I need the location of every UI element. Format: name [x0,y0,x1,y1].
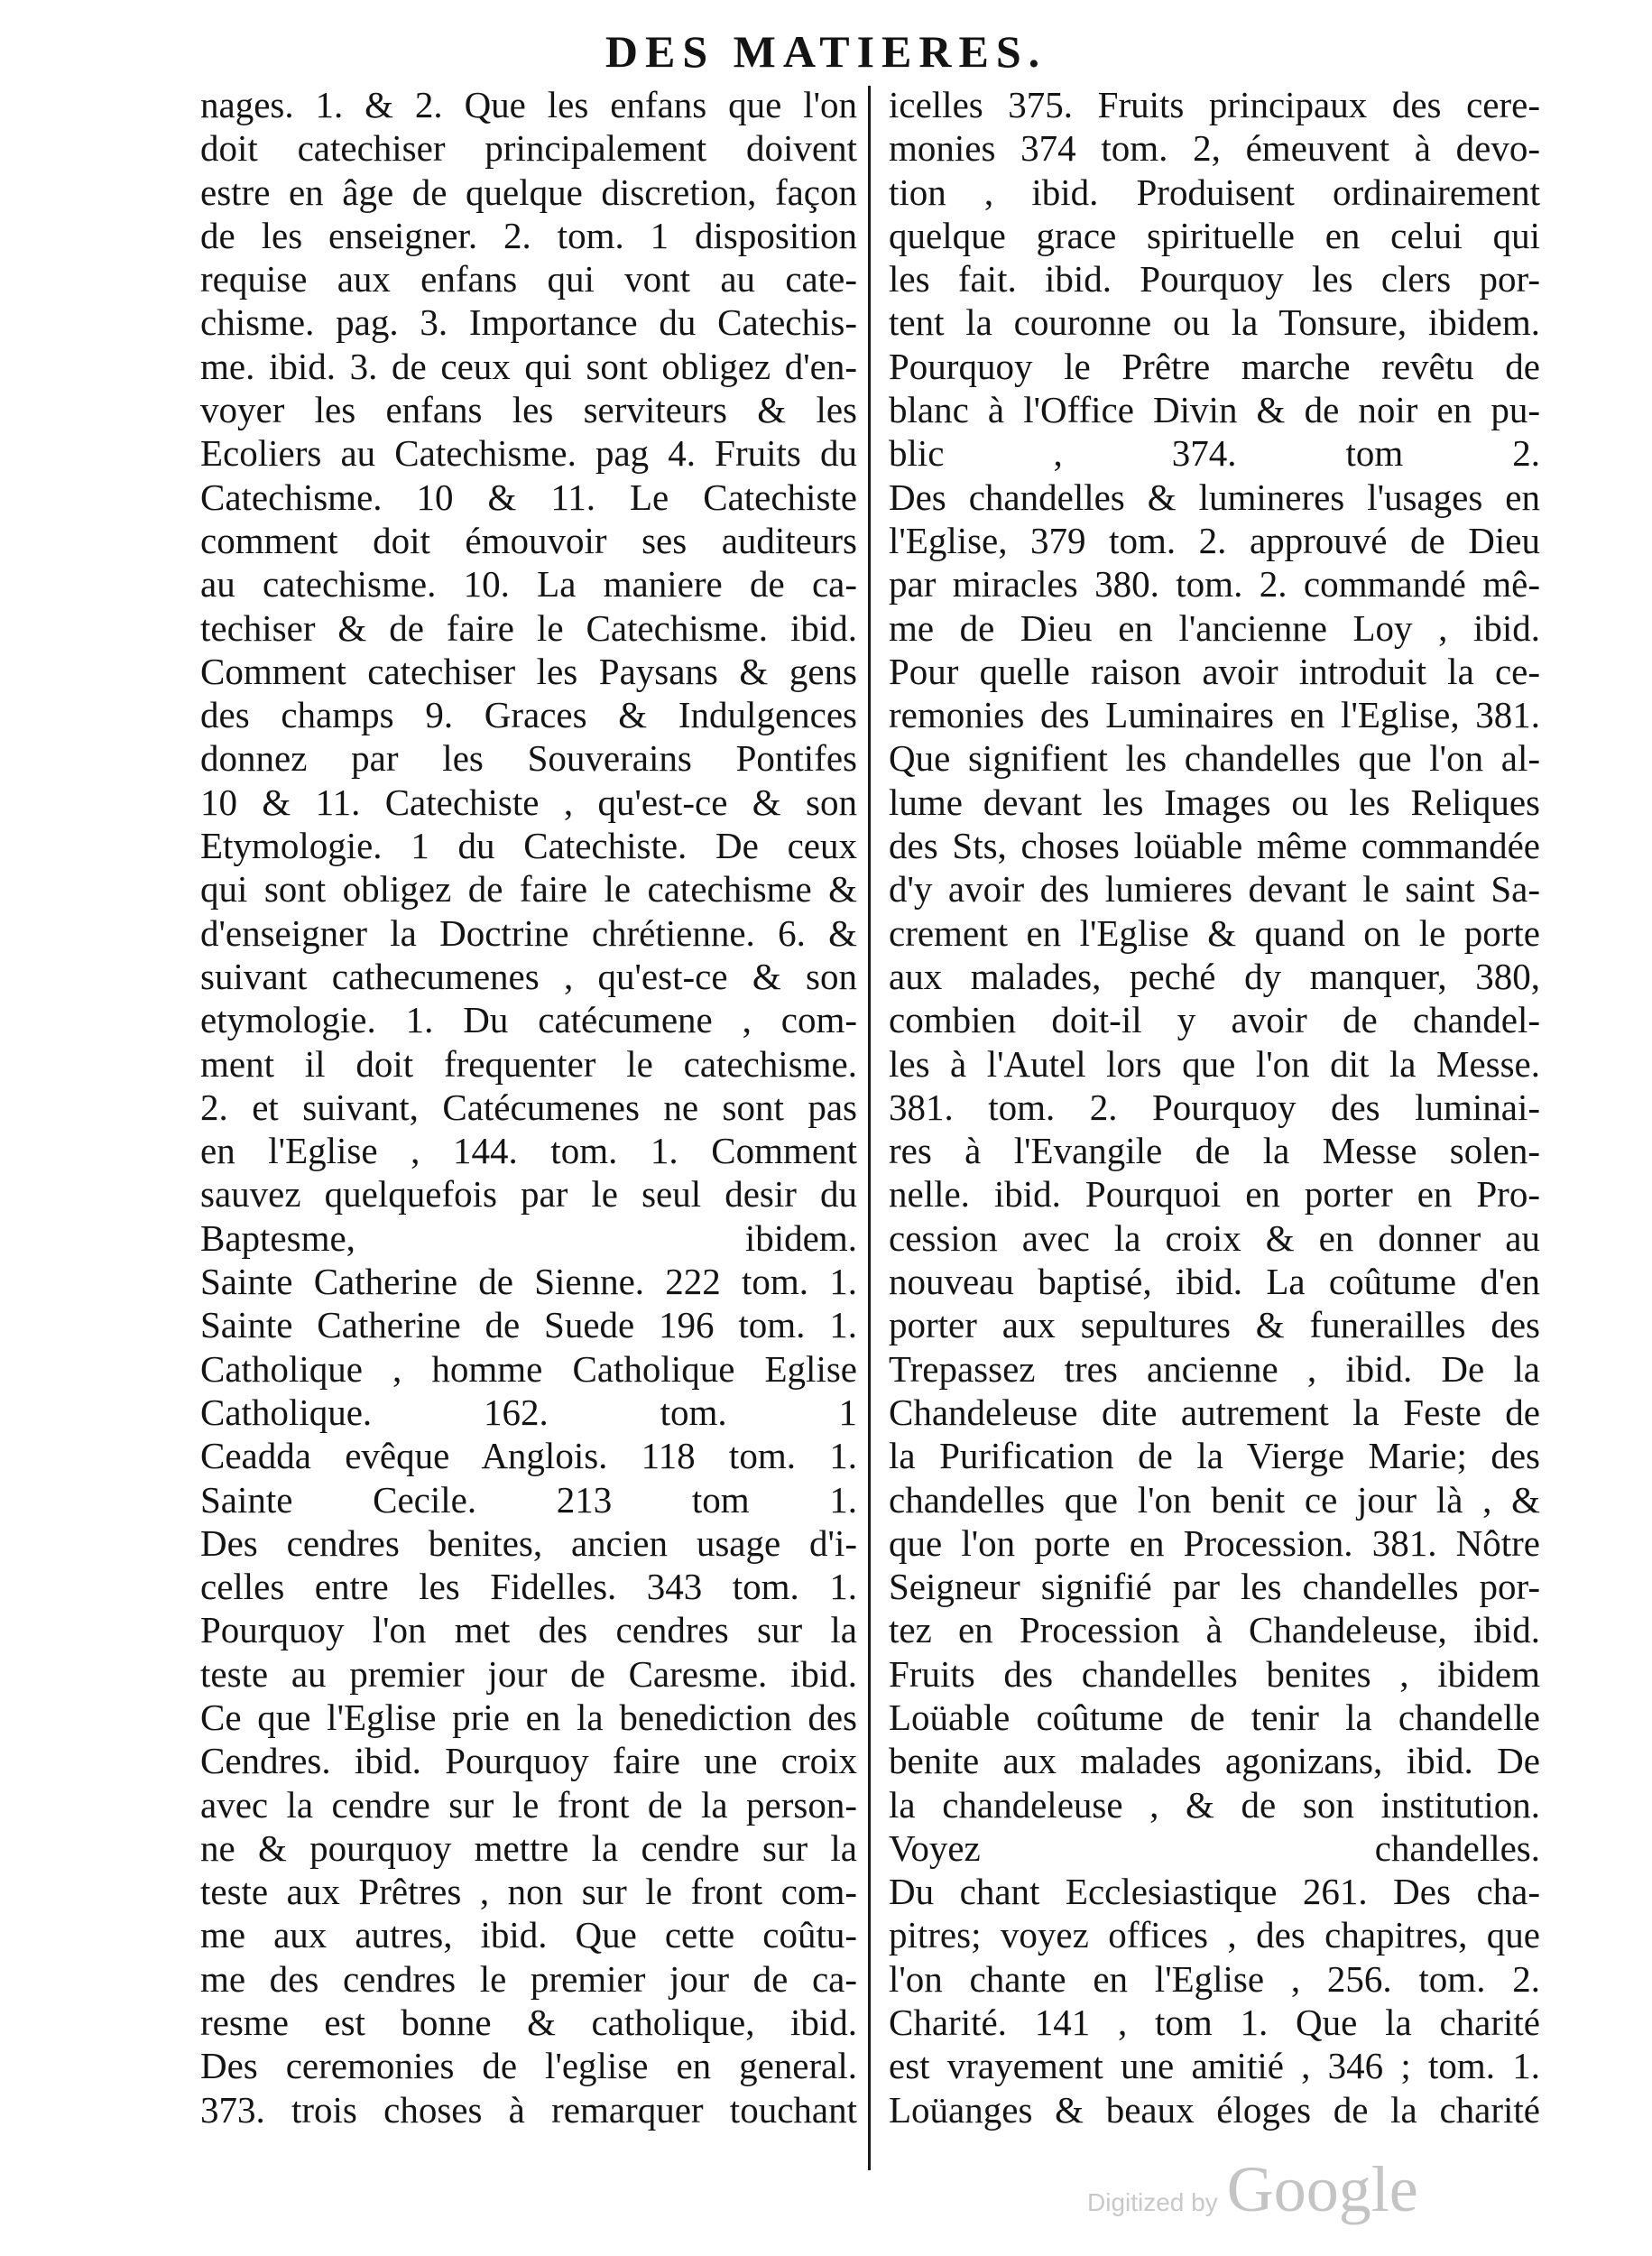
text-line: que l'on porte en Procession. 381. Nôtre [889,1521,1540,1564]
text-line: Loüable coûtume de tenir la chandelle [889,1696,1540,1738]
text-line: 10 & 11. Catechiste , qu'est-ce & son [200,781,857,823]
text-line: Voyez chandelles. [889,1826,1540,1869]
text-line: avec la cendre sur le front de la person- [200,1783,857,1826]
google-logo: Google [1226,2153,1418,2225]
text-line: 2. et suivant, Catécumenes ne sont pas [200,1086,857,1128]
column-divider [868,86,871,2170]
text-line: les fait. ibid. Pourquoy les clers por- [889,258,1540,300]
text-line: Fruits des chandelles benites , ibidem [889,1652,1540,1695]
text-line: tez en Procession à Chandeleuse, ibid. [889,1609,1540,1651]
text-line: ne & pourquoy mettre la cendre sur la [200,1826,857,1869]
text-line: me des cendres le premier jour de ca- [200,1957,857,2000]
text-line: Des ceremonies de l'eglise en general. [200,2045,857,2087]
text-line: Ce que l'Eglise prie en la benediction des [200,1696,857,1738]
text-line: Catechisme. 10 & 11. Le Catechiste [200,476,857,518]
text-line: de les enseigner. 2. tom. 1 disposition [200,214,857,256]
text-line: Catholique. 162. tom. 1 [200,1391,857,1433]
text-line: Sainte Cecile. 213 tom 1. [200,1478,857,1521]
text-line: Cendres. ibid. Pourquoy faire une croix [200,1740,857,1782]
text-line: les à l'Autel lors que l'on dit la Messe. [889,1042,1540,1085]
text-line: au catechisme. 10. La maniere de ca- [200,563,857,606]
text-line: Sainte Catherine de Suede 196 tom. 1. [200,1304,857,1346]
text-line: Baptesme, ibidem. [200,1216,857,1259]
text-line: blanc à l'Office Divin & de noir en pu- [889,389,1540,431]
text-line: d'y avoir des lumieres devant le saint Sa- [889,868,1540,911]
text-line: comment doit émouvoir ses auditeurs [200,519,857,561]
text-line: d'enseigner la Doctrine chrétienne. 6. & [200,911,857,954]
text-line: requise aux enfans qui vont au cate- [200,258,857,300]
text-line: 373. trois choses à remarquer touchant [200,2088,857,2131]
text-line: porter aux sepultures & funerailles des [889,1304,1540,1346]
text-line: celles entre les Fidelles. 343 tom. 1. [200,1566,857,1608]
text-line: teste au premier jour de Caresme. ibid. [200,1652,857,1695]
text-line: ment il doit frequenter le catechisme. [200,1042,857,1085]
text-line: chandelles que l'on benit ce jour là , & [889,1478,1540,1521]
text-line: icelles 375. Fruits principaux des cere- [889,84,1540,125]
text-line: combien doit-il y avoir de chandel- [889,999,1540,1041]
text-line: des champs 9. Graces & Indulgences [200,694,857,736]
left-column [200,83,857,2131]
text-line: Des chandelles & lumineres l'usages en [889,476,1540,518]
text-line: Comment catechiser les Paysans & gens [200,650,857,692]
text-line: sauvez quelquefois par le seul desir du [200,1173,857,1216]
text-line: cession avec la croix & en donner au [889,1216,1540,1259]
text-line: remonies des Luminaires en l'Eglise, 381. [889,694,1540,736]
text-line: blic , 374. tom 2. [889,432,1540,475]
text-line: en l'Eglise , 144. tom. 1. Comment [200,1130,857,1172]
watermark-small-text: Digitized by [1087,2188,1218,2216]
text-line: doit catechiser principalement doivent [200,127,857,170]
text-line: Ecoliers au Catechisme. pag 4. Fruits du [200,432,857,475]
text-line: est vrayement une amitié , 346 ; tom. 1. [889,2045,1540,2087]
text-line: estre en âge de quelque discretion, façon [200,171,857,213]
text-line: par miracles 380. tom. 2. commandé mê- [889,563,1540,606]
text-line: Pourquoy le Prêtre marche revêtu de [889,345,1540,387]
text-line: la Purification de la Vierge Marie; des [889,1435,1540,1477]
text-line: me de Dieu en l'ancienne Loy , ibid. [889,606,1540,649]
text-line: resme est bonne & catholique, ibid. [200,2002,857,2044]
text-line: Pour quelle raison avoir introduit la ce- [889,650,1540,692]
text-line: nelle. ibid. Pourquoi en porter en Pro- [889,1173,1540,1216]
text-line: 381. tom. 2. Pourquoy des luminai- [889,1086,1540,1128]
text-line: monies 374 tom. 2, émeuvent à devo- [889,127,1540,170]
text-line: chisme. pag. 3. Importance du Catechis- [200,301,857,344]
text-line: Sainte Catherine de Sienne. 222 tom. 1. [200,1261,857,1303]
text-line: Du chant Ecclesiastique 261. Des cha- [889,1871,1540,1913]
digitized-watermark [1087,2152,1418,2227]
text-line: voyer les enfans les serviteurs & les [200,389,857,431]
text-line: l'Eglise, 379 tom. 2. approuvé de Dieu [889,519,1540,561]
text-line: Chandeleuse dite autrement la Feste de [889,1391,1540,1433]
text-line: Catholique , homme Catholique Eglise [200,1347,857,1390]
text-line: l'on chante en l'Eglise , 256. tom. 2. [889,1957,1540,2000]
text-line: tent la couronne ou la Tonsure, ibidem. [889,301,1540,344]
text-line: tion , ibid. Produisent ordinairement [889,171,1540,213]
text-line: donnez par les Souverains Pontifes [200,737,857,780]
text-line: etymologie. 1. Du catécumene , com- [200,999,857,1041]
text-line: la chandeleuse , & de son institution. [889,1783,1540,1826]
right-column [889,83,1540,2131]
text-line: lume devant les Images ou les Reliques [889,781,1540,823]
text-line: me. ibid. 3. de ceux qui sont obligez d'en- [200,345,857,387]
text-line: quelque grace spirituelle en celui qui [889,214,1540,256]
text-line: Des cendres benites, ancien usage d'i- [200,1521,857,1564]
text-line: res à l'Evangile de la Messe solen- [889,1130,1540,1172]
text-line: benite aux malades agonizans, ibid. De [889,1740,1540,1782]
text-line: des Sts, choses loüable même commandée [889,825,1540,867]
text-line: me aux autres, ibid. Que cette coûtu- [200,1914,857,1956]
text-line: nages. 1. & 2. Que les enfans que l'on [200,84,857,125]
text-line: techiser & de faire le Catechisme. ibid. [200,606,857,649]
text-line: teste aux Prêtres , non sur le front com- [200,1871,857,1913]
text-line: Trepassez tres ancienne , ibid. De la [889,1347,1540,1390]
text-line: suivant cathecumenes , qu'est-ce & son [200,955,857,997]
text-line: aux malades, peché dy manquer, 380, [889,955,1540,997]
text-line: pitres; voyez offices , des chapitres, que [889,1914,1540,1956]
text-line: crement en l'Eglise & quand on le porte [889,911,1540,954]
text-line: Ceadda evêque Anglois. 118 tom. 1. [200,1435,857,1477]
text-line: nouveau baptisé, ibid. La coûtume d'en [889,1261,1540,1303]
text-line: Loüanges & beaux éloges de la charité [889,2088,1540,2131]
text-line: qui sont obligez de faire le catechisme & [200,868,857,911]
text-line: Seigneur signifié par les chandelles por- [889,1566,1540,1608]
text-line: Etymologie. 1 du Catechiste. De ceux [200,825,857,867]
text-line: Pourquoy l'on met des cendres sur la [200,1609,857,1651]
page-header: DES MATIERES. [605,26,1047,77]
text-line: Que signifient les chandelles que l'on al- [889,737,1540,780]
text-line: Charité. 141 , tom 1. Que la charité [889,2002,1540,2044]
